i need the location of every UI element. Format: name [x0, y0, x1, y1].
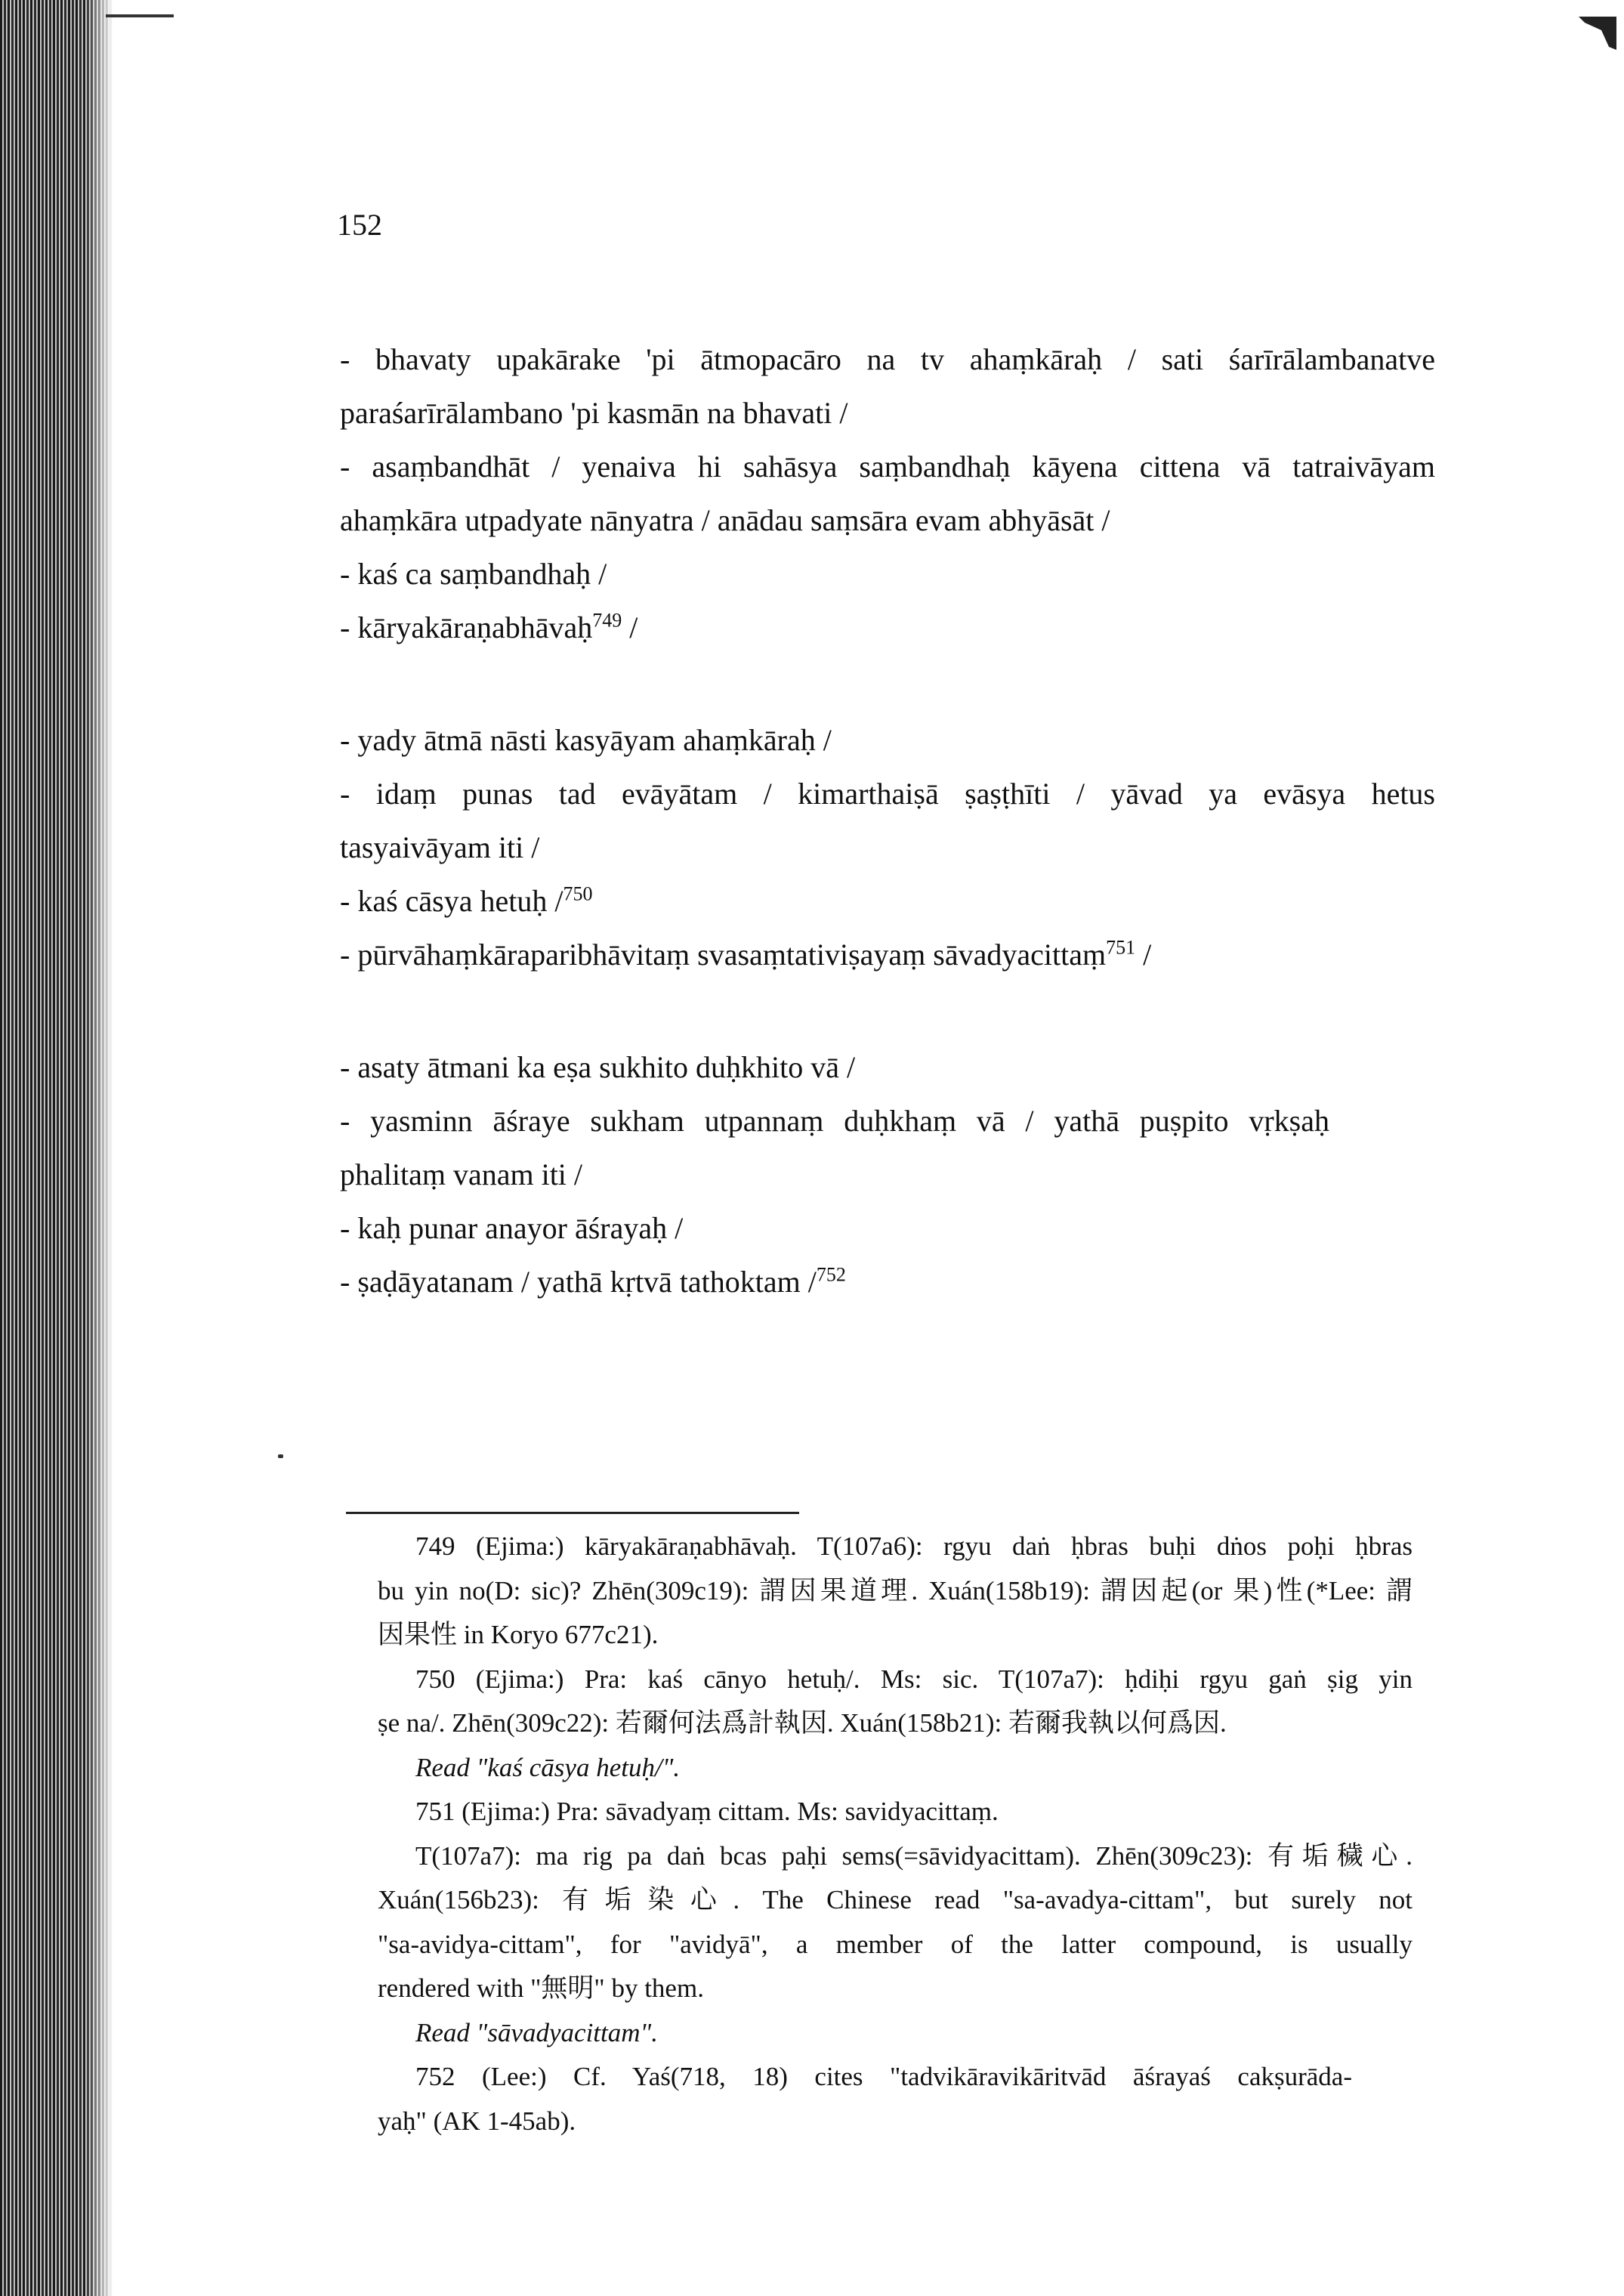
footnote-751-line: "sa-avidya-cittam", for "avidyā", a member of the latter compound, is usually	[378, 1929, 1413, 1959]
footnote-ref: 752	[816, 1263, 846, 1286]
text-line: - pūrvāhaṃkāraparibhāvitaṃ svasaṃtativiṣayaṃ sāvadyacittaṃ$^{751}$ /	[340, 936, 1152, 972]
footnote-751-line: Xuán(156b23): 有垢染心. The Chinese read "sa-avadya-cittam", but surely not	[378, 1885, 1413, 1914]
text-line: - kaś cāsya hetuḥ /$^{750}$	[340, 882, 593, 918]
footnote-752-line: yaḥ" (AK 1-45ab).	[378, 2106, 576, 2136]
book-binding-gutter	[0, 0, 113, 2296]
text-line: - ṣaḍāyatanam / yathā kṛtvā tathoktam /$^{752}$	[340, 1263, 846, 1299]
page-number: 152	[337, 208, 382, 242]
text-line: - kaḥ punar anayor āśrayaḥ /	[340, 1211, 684, 1245]
footnote-750-read: Read "kaś cāsya hetuḥ/".	[415, 1752, 681, 1782]
text-line: - bhavaty upakārake 'pi ātmopacāro na tv ahaṃkāraḥ / sati śarīrālambanatve	[340, 342, 1435, 376]
scan-speck	[278, 1454, 283, 1458]
footnote-751-line: T(107a7): ma rig pa daṅ bcas paḥi sems(=sāvidyacittam). Zhēn(309c23): 有垢穢心.	[415, 1840, 1413, 1871]
paragraph-gap	[340, 654, 1435, 713]
text-line: - yasminn āśraye sukham utpannaṃ duḥkhaṃ vā / yathā puṣpito vṛkṣaḥ	[340, 1104, 1329, 1138]
text-line: - asaty ātmani ka eṣa sukhito duḥkhito vā /	[340, 1050, 856, 1084]
footnote-ref: 749	[592, 609, 622, 632]
footnote-ref: 750	[563, 882, 593, 905]
text-line: phalitaṃ vanam iti /	[340, 1157, 583, 1191]
footnote-749-line: 因果性 in Koryo 677c21).	[378, 1620, 659, 1649]
text-line: - idaṃ punas tad evāyātam / kimarthaiṣā ṣaṣṭhīti / yāvad ya evāsya hetus	[340, 777, 1435, 811]
footnote-752-line: 752 (Lee:) Cf. Yaś(718, 18) cites "tadvikāravikāritvād āśrayaś cakṣurāda-	[415, 2062, 1352, 2091]
footnote-ref: 751	[1106, 936, 1136, 959]
footnote-749-line: bu yin no(D: sic)? Zhēn(309c19): 謂因果道理. Xuán(158b19): 謂因起(or 果)性(*Lee: 謂	[378, 1575, 1413, 1605]
footnote-751-line: rendered with "無明" by them.	[378, 1973, 704, 2003]
text-line: - asaṃbandhāt / yenaiva hi sahāsya saṃbandhaḥ kāyena cittena vā tatraivāyam	[340, 450, 1435, 484]
text-line: ahaṃkāra utpadyate nānyatra / anādau saṃsāra evam abhyāsāt /	[340, 503, 1110, 537]
footnote-750-line: 750 (Ejima:) Pra: kaś cānyo hetuḥ/. Ms: sic. T(107a7): ḥdiḥi rgyu gaṅ ṣig yin	[415, 1664, 1413, 1694]
text-line: tasyaivāyam iti /	[340, 830, 540, 864]
footnote-749-line: 749 (Ejima:) kāryakāraṇabhāvaḥ. T(107a6): rgyu daṅ ḥbras buḥi dṅos poḥi ḥbras	[415, 1531, 1413, 1561]
footnote-751-read: Read "sāvadyacittam".	[415, 2017, 658, 2047]
footnote-separator	[346, 1512, 799, 1514]
footnote-750-line: ṣe na/. Zhēn(309c22): 若爾何法爲計執因. Xuán(158b21): 若爾我執以何爲因.	[378, 1708, 1227, 1738]
text-line: - yady ātmā nāsti kasyāyam ahaṃkāraḥ /	[340, 723, 832, 757]
page-corner-mark	[1579, 17, 1616, 50]
main-text	[340, 332, 1435, 1309]
footnotes	[378, 1525, 1413, 2143]
footnote-751-line: 751 (Ejima:) Pra: sāvadyaṃ cittam. Ms: savidyacittaṃ.	[415, 1797, 999, 1826]
scan-edge-mark	[106, 14, 174, 17]
text-line: paraśarīrālambano 'pi kasmān na bhavati /	[340, 396, 848, 430]
text-line: - kāryakāraṇabhāvaḥ$^{749}$ /	[340, 609, 638, 644]
paragraph-gap	[340, 981, 1435, 1040]
text-line: - kaś ca saṃbandhaḥ /	[340, 557, 607, 591]
